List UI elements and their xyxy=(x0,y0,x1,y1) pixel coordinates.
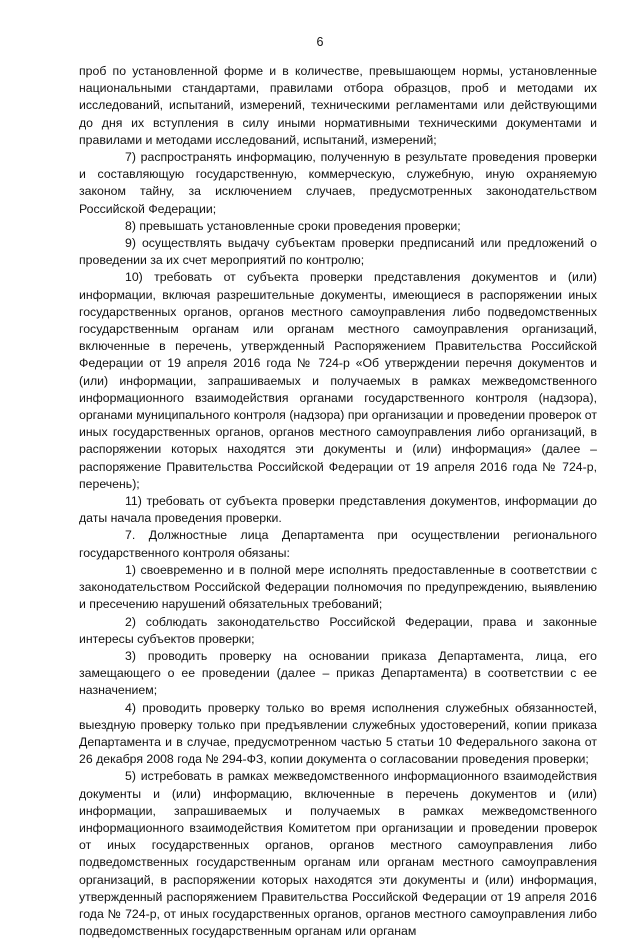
section-7-heading: 7. Должностные лица Департамента при осуществлении регионального государственного контроля обязаны: xyxy=(79,528,597,560)
document-body xyxy=(79,63,597,940)
page-number: 6 xyxy=(316,35,324,49)
paragraph-continuation: проб по установленной форме и в количестве, превышающем нормы, установленные национальными стандартами, правилами отбора образцов, проб и методами их исследований, испытаний, измерений, техническими регламентами или действующими до дня их вступления в силу иными нормативными техническими документами и правилами и методами исследований, испытаний, измерений; xyxy=(79,64,597,147)
paragraph-item-11: 11) требовать от субъекта проверки представления документов, информации до даты начала проведения проверки. xyxy=(79,494,597,526)
duty-item-5: 5) истребовать в рамках межведомственного информационного взаимодействия документы и (или) информацию, включенные в перечень документов и (или) информации, запрашиваемых и получаемых в рамках межведомственного информационного взаимодействия Комитетом при организации и проведении проверок от иных государственных органов, органов местного самоуправления либо подведомственных государственным органам или органам местного самоуправления организаций, в распоряжении которых находятся эти документы и (или) информация, утвержденный распоряжением Правительства Российской Федерации от 19 апреля 2016 года № 724-р, от иных государственных органов, органов местного самоуправления либо подведомственных государственным органам или органам xyxy=(79,769,597,939)
duty-item-1: 1) своевременно и в полной мере исполнять предоставленные в соответствии с законодательством Российской Федерации полномочия по предупреждению, выявлению и пресечению нарушений обязательных требований; xyxy=(79,562,597,612)
duty-item-4: 4) проводить проверку только во время исполнения служебных обязанностей, выездную проверку только при предъявлении служебных удостоверений, копии приказа Департамента и в случае, предусмотренном частью 5 статьи 10 Федерального закона от 26 декабря 2008 года № 294-ФЗ, копии документа о согласовании проведения проверки; xyxy=(79,700,597,767)
paragraph-item-10: 10) требовать от субъекта проверки представления документов и (или) информации, включая разрешительные документы, имеющиеся в распоряжении иных государственных органов, органов местного самоуправления либо подведомственных государственным органам или органам местного самоуправления организаций, включенные в перечень, утвержденный Распоряжением Правительства Российской Федерации от 19 апреля 2016 года № 724-р «Об утверждении перечня документов и (или) информации, запрашиваемых и получаемых в рамках межведомственного информационного взаимодействия органами государственного контроля (надзора), органами муниципального контроля (надзора) при организации и проведении проверок от иных государственных органов, органов местного самоуправления либо организаций, в распоряжении которых находятся эти документы и (или) информация» (далее – распоряжение Правительства Российской Федерации от 19 апреля 2016 года № 724-р, перечень); xyxy=(79,270,597,491)
duty-item-3: 3) проводить проверку на основании приказа Департамента, лица, его замещающего о ее проведении (далее – приказ Департамента) в соответствии с ее назначением; xyxy=(79,648,597,698)
paragraph-item-9: 9) осуществлять выдачу субъектам проверки предписаний или предложений о проведении за их счет мероприятий по контролю; xyxy=(79,236,597,268)
paragraph-item-7: 7) распространять информацию, полученную в результате проведения проверки и составляющую государственную, коммерческую, служебную, иную охраняемую законом тайну, за исключением случаев, предусмотренных законодательством Российской Федерации; xyxy=(79,150,597,216)
duty-item-2: 2) соблюдать законодательство Российской Федерации, права и законные интересы субъектов проверки; xyxy=(79,614,597,646)
paragraph-item-8: 8) превышать установленные сроки проведения проверки; xyxy=(125,218,461,233)
